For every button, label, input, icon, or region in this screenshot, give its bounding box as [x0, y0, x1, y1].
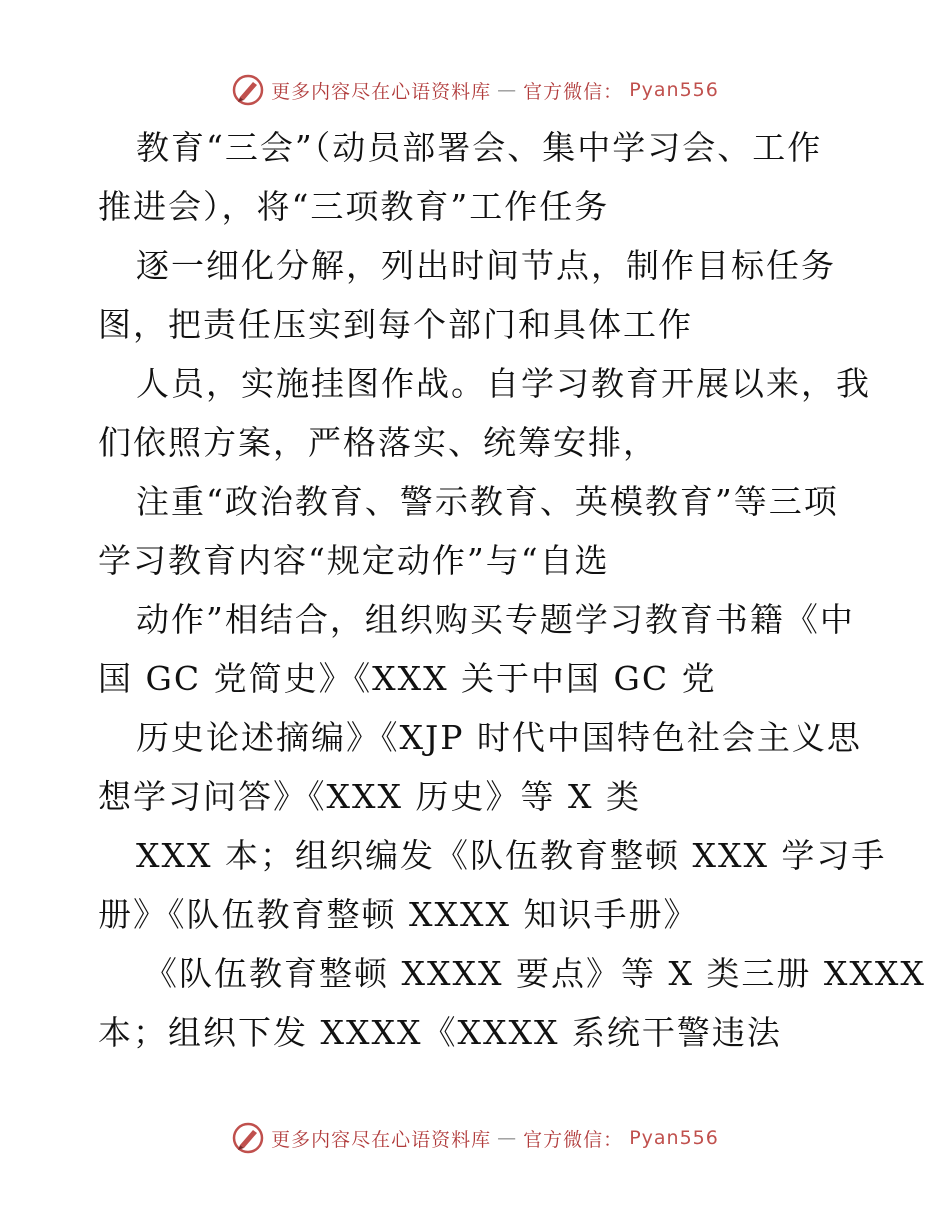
pen-logo-icon — [231, 1121, 265, 1155]
body-line: 学习教育内容“规定动作”与“自选 — [98, 541, 610, 580]
body-line: 国 GC 党简史》《XXX 关于中国 GC 党 — [98, 659, 717, 698]
body-line: 本；组织下发 XXXX《XXXX 系统干警违法 — [98, 1013, 782, 1052]
body-line: 册》《队伍教育整顿 XXXX 知识手册》 — [98, 895, 699, 934]
body-line: 想学习问答》《XXX 历史》等 X 类 — [98, 777, 641, 816]
body-line: 推进会），将“三项教育”工作任务 — [98, 187, 610, 226]
body-line: 人员，实施挂图作战。自学习教育开展以来，我 — [136, 364, 871, 403]
footer-banner-separator: — — [497, 1127, 518, 1149]
header-banner-text: 更多内容尽在心语资料库 — [271, 80, 492, 103]
footer-wechat-label: 官方微信： — [523, 1128, 624, 1151]
footer-banner — [0, 1118, 950, 1158]
document-body — [98, 118, 926, 1062]
footer-wechat-id: Pyan556 — [629, 1127, 719, 1149]
body-line: 动作”相结合，组织购买专题学习教育书籍《中 — [136, 600, 855, 639]
header-banner — [0, 70, 950, 110]
body-line: 注重“政治教育、警示教育、英模教育”等三项 — [136, 482, 839, 521]
header-wechat-id: Pyan556 — [629, 79, 719, 101]
body-line: 教育“三会”（动员部署会、集中学习会、工作 — [136, 128, 823, 167]
header-banner-separator: — — [497, 79, 518, 101]
body-line: 图，把责任压实到每个部门和具体工作 — [98, 305, 693, 344]
body-line: 逐一细化分解，列出时间节点，制作目标任务 — [136, 246, 836, 285]
header-wechat-label: 官方微信： — [523, 80, 624, 103]
body-line: 《队伍教育整顿 XXXX 要点》等 X 类三册 XXXX — [144, 954, 926, 993]
footer-banner-text: 更多内容尽在心语资料库 — [271, 1128, 492, 1151]
body-line: 历史论述摘编》《XJP 时代中国特色社会主义思 — [136, 718, 862, 757]
body-line: 们依照方案，严格落实、统筹安排， — [98, 423, 658, 462]
pen-logo-icon — [231, 73, 265, 107]
body-line: XXX 本；组织编发《队伍教育整顿 XXX 学习手 — [136, 836, 887, 875]
